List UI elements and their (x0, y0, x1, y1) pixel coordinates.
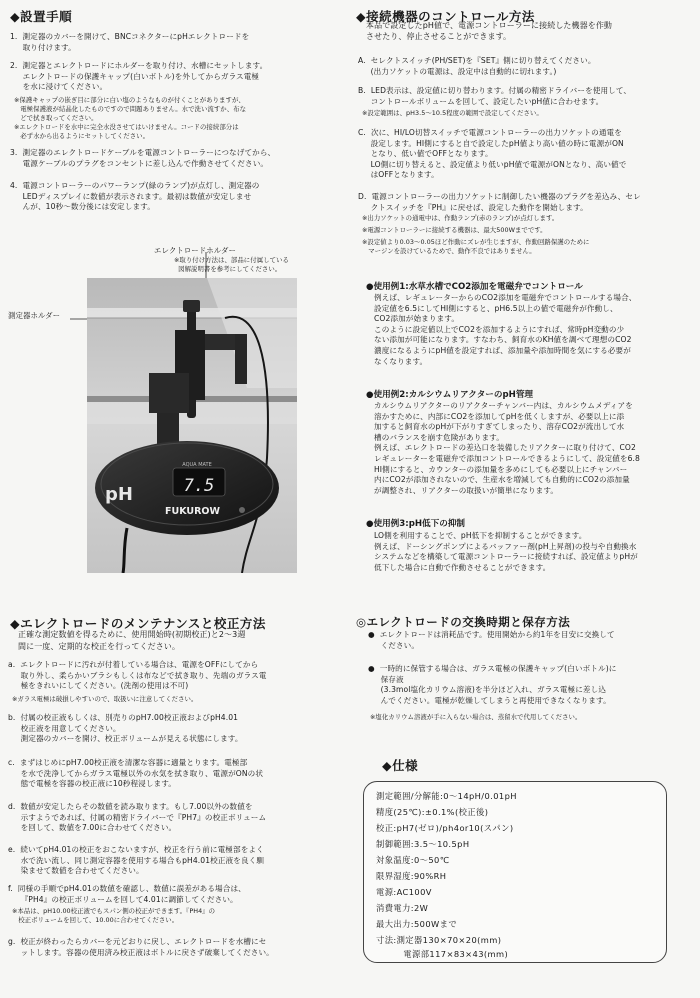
device-display-value: 7.5 (183, 476, 215, 496)
spec-row: 校正:pH7(ゼロ)/ph4or10(スパン) (376, 823, 514, 833)
spec-row: 対象温度:0～50℃ (376, 855, 450, 865)
product-photo (87, 278, 297, 573)
replacement-bullet-2: ● 一時的に保管する場合は、ガラス電極の保護キャップ(白いボトル)に 保存液 (3.3mol塩化カリウム溶液)を半分ほど入れ、ガラス電極に差し込 んでください。電極が乾燥してしまうと再使用できなくなります。 (368, 664, 617, 705)
example-2-title: ●使用例2:カルシウムリアクターのpH管理 (366, 390, 534, 400)
maintenance-step-b: b. 付属の校正液もしくは、別売りのpH7.00校正液およびpH4.01 校正液を用意してください。 測定器のカバーを開け、校正ボリュームが見える状態にします。 (8, 713, 243, 744)
setup-title: ◆設置手順 (10, 9, 73, 24)
spec-box (363, 781, 667, 963)
setup-step-2-note-a: ※保護キャップの嵌ぎ目に部分に白い塩のようなものが付くことがありますが、 電極保護液が結晶化したものですので問題ありません。水で洗い流すか、布な どで拭き取ってください。 (14, 96, 247, 122)
setup-step-4: 4. 電源コントローラーのパワーランプ(緑のランプ)が点灯し、測定器の LEDディスプレイに数値が表示されます。最初は数値が安定しませ んが、10秒～数分後には安定します。 (10, 181, 260, 212)
connection-step-d-note-1: ※出力ソケットの通電中は、作動ランプ(赤のランプ)が点灯します。 (362, 214, 559, 222)
maintenance-title: ◆エレクトロードのメンテナンスと校正方法 (10, 616, 266, 631)
connection-step-b-note: ※設定範囲は、pH3.5～10.5程度の範囲で設定してください。 (362, 109, 543, 117)
connection-step-c: C. 次に、HI/LO切替スイッチで電源コントローラーの出力ソケットの通電を 設定します。HI側にすると自で設定したpH値より高い値の時に電源がON となり、低い値でOFFとなります。 LO側に切り替えると、設定値より低いpH値で電源がONとなり、高い値で はOFFとなります。 (358, 128, 627, 180)
example-3-body: LO側を利用することで、pH低下を抑制することができます。 例えば、ドーシングポンプによるバッファー剤(pH上昇剤)の投与や自動換水 システムなどを構築して電源コントローラーに接続すれば、設定値よりpHが 低下した場合に自動で作動させることができます。 (374, 531, 638, 572)
setup-step-2: 2. 測定器とエレクトロードにホルダーを取り付け、水槽にセットします。 エレクトロードの保護キャップ(白いボトル)を外してからガラス電極 を水に浸けてください。 (10, 61, 268, 92)
connection-step-a: A. セレクトスイッチ(PH/SET)を『SET』側に切り替えてください。 (出力ソケットの電源は、設定中は自動的に切れます。) (358, 56, 596, 76)
spec-row: 限界湿度:90%RH (376, 871, 447, 881)
connection-step-d-note-2: ※電源コントローラーに接続する機器は、最大500Wまでです。 (362, 226, 547, 234)
maintenance-step-e: e. 続いてpH4.01の校正をおこないますが、校正を行う前に電極部をよく 水で洗い流し、同じ測定容器を使用する場合もpH4.01校正液を良く馴 染ませて数値を合わせてください。 (8, 845, 265, 876)
setup-step-1: 1. 測定器のカバーを開けて、BNCコネクターにpHエレクトロードを 取り付けます。 (10, 32, 250, 52)
spec-row: 寸法:測定器130×70×20(mm) (376, 935, 502, 945)
spec-row: 消費電力:2W (376, 903, 429, 913)
connection-step-d: D. 電源コントローラーの出力ソケットに制御したい機器のプラグを差込み、セレ クトスイッチを『PH』に戻せば、設定した動作を開始します。 (358, 192, 641, 212)
replacement-note: ※塩化カリウム溶液が手に入らない場合は、蒸留水で代用してください。 (370, 713, 582, 721)
spec-row: 最大出力:500Wまで (376, 919, 458, 929)
connection-step-b: B. LED表示は、設定値に切り替わります。付属の精密ドライバーを使用して、 コントロールボリュームを回して、設定したいpH値に合わせます。 (358, 86, 632, 106)
replacement-title: ◎エレクトロードの交換時期と保存方法 (356, 615, 571, 629)
example-3-title: ●使用例3:pH低下の抑制 (366, 519, 466, 529)
svg-text:AQUA MATE: AQUA MATE (182, 462, 212, 468)
maintenance-step-g: g. 校正が終わったらカバーを元どおりに戻し、エレクトロードを水槽にセ ットします。容器の使用済み校正液はボトルに戻さず破棄してください。 (8, 937, 274, 957)
maintenance-step-a: a. エレクトロードに汚れが付着している場合は、電源をOFFにしてから 取り外し、柔らかいブラシもしくは布などで拭き取り、先端のガラス電 極をきれいにしてください。(洗剤の使用は不可) (8, 660, 267, 691)
device-brand: FUKUROW (165, 506, 220, 517)
device-ph-label: pH (105, 484, 133, 505)
label-meter-holder: 測定器ホルダー (8, 311, 61, 320)
label-electrode-holder: エレクトロードホルダー (154, 246, 236, 255)
setup-step-3: 3. 測定器のエレクトロードケーブルを電源コントローラーにつなげてから、 電源ケーブルのプラグをコンセントに差し込んで作動させてください。 (10, 148, 276, 168)
maintenance-step-f: f. 同様の手順でpH4.01の数値を確認し、数値に誤差がある場合は、 『PH4』の校正ボリュームを回して4.01に調節してください。 (8, 884, 246, 904)
spec-row: 精度(25℃):±0.1%(校正後) (376, 807, 489, 817)
connection-title: ◆接続機器のコントロール方法 (356, 9, 535, 24)
maintenance-intro: 正確な測定数値を得るために、使用開始時(初期校正)と2～3週 間に一度、定期的な校正を行ってください。 (18, 630, 246, 651)
spec-row: 制御範囲:3.5～10.5pH (376, 839, 470, 849)
example-1-title: ●使用例1:水草水槽でCO2添加を電磁弁でコントロール (366, 282, 583, 292)
setup-step-2-note-b: ※エレクトロードを水中に完全水没させてはいけません。コードの接続部分は 必ず水から出るようにセットしてください。 (14, 123, 239, 140)
spec-row: 電源:AC100V (376, 887, 432, 897)
maintenance-step-f-note: ※本品は、pH10.00校正液でもスパン側の校正ができます。『PH4』の 校正ボリュームを回して、10.00に合わせてください。 (12, 907, 216, 924)
maintenance-step-c: c. まずはじめにpH7.00校正液を清潔な容器に適量とります。電極部 を水で洗浄してからガラス電極以外の水気を拭き取り、電源がONの状 態で電極を容器の校正液に10秒程浸します。 (8, 758, 264, 789)
connection-step-d-note-3: ※設定値より0.03～0.05ほど作動にズレが生じますが、作動回路保護のために マージンを設けているためで、動作不良ではありません。 (362, 238, 590, 255)
label-install-note: ※取り付け方法は、部品に付属している 図解説明書を参考にしてください。 (174, 256, 289, 273)
spec-row: 電源部117×83×43(mm) (376, 949, 509, 959)
example-2-body: カルシウムリアクターのリアクターチャンバー内は、カルシウムメディアを 溶かすために、内部にCO2を添加してpHを低くしますが、必要以上に添 加すると飼育水のpHが下がりすぎてしまったり、溶存CO2が流出して水 槽のバランスを崩す危険があります。 例えば、エレクトロードの差込口を装備したリアクターに取り付けて、CO2 レギュレーターを電磁弁で添加コントロールできるようにして、設定値を6.8 HI側にすると、カウンターの添加量を多めにしても必要以上にチャンバー 内にCO2が添加されないので、生産水を増減しても自動的にCO2の添加量 が調整され、リアクターの取扱いが簡単になります。 (374, 401, 640, 495)
maintenance-step-a-note: ※ガラス電極は破損しやすいので、取扱いに注意してください。 (12, 695, 198, 703)
spec-row: 測定範囲/分解能:0～14pH/0.01pH (376, 791, 517, 801)
example-1-body: 例えば、レギュレーターからのCO2添加を電磁弁でコントロールする場合、 設定値を6.5にしてHI側にすると、pH6.5以上の値で電磁弁が作動し、 CO2添加が始まります。 このように設定値以上でCO2を添加するようにすれば、常時pH変動の少 ない添加が可能になります。すなわち、飼育水のKH値を調べて理想のCO2 濃度になるようにpH値を設定すれば、添加量や添加時間を気にする必要が なくなります。 (374, 293, 637, 366)
spec-title: ◆仕様 (382, 758, 419, 773)
replacement-bullet-1: ● エレクトロードは消耗品です。使用開始から約1年を目安に交換して ください。 (368, 630, 615, 650)
connection-intro: 本品で設定したpH値で、電源コントローラーに接続した機器を作動 させたり、停止させることができます。 (366, 21, 613, 41)
maintenance-step-d: d. 数値が安定したらその数値を読み取ります。もし7.00以外の数値を 示すようであれば、付属の精密ドライバーで『PH7』の校正ボリューム を回して、数値を7.00に合わせてください。 (8, 802, 267, 833)
